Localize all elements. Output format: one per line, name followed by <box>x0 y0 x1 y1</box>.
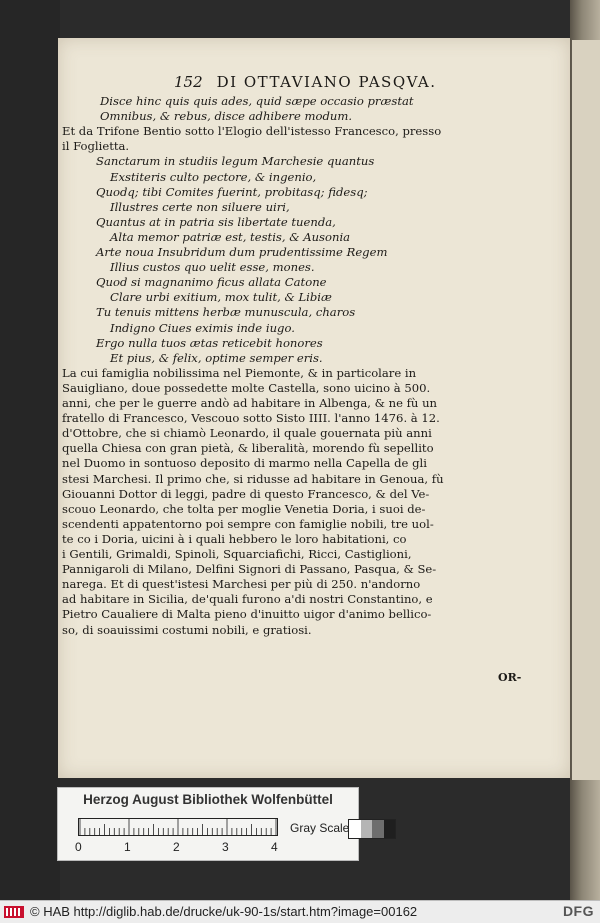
text-line: anni, che per le guerre andò ad habitare in Albenga, & ne fù un <box>62 396 438 410</box>
running-head-title: DI OTTAVIANO PASQVA. <box>216 73 437 91</box>
text-line: te co i Doria, uicini à i quali hebbero le loro habitationi, co <box>62 531 407 546</box>
text-line: quella Chiesa con gran pietà, & liberalità, morendo fù sepellito <box>62 441 434 456</box>
text-line: i Gentili, Grimaldi, Spinoli, Squarciafichi, Ricci, Castiglioni, <box>62 547 412 561</box>
ruler-label: 0 <box>75 840 82 854</box>
scale-card <box>57 787 359 861</box>
text-line: Illustres certe non siluere uiri, <box>110 199 290 214</box>
library-name: Herzog August Bibliothek Wolfenbüttel <box>83 792 333 807</box>
text-line: La cui famiglia nobilissima nel Piemonte, & in particolare in <box>62 365 417 380</box>
ruler <box>78 818 278 836</box>
scan-background-left <box>0 0 60 900</box>
gray-swatch <box>372 820 384 838</box>
running-head <box>174 73 437 91</box>
text-line: stesi Marchesi. Il primo che, si ridusse ad habitare in Genoua, fù <box>62 471 444 486</box>
dfg-logo: DFG <box>562 903 594 919</box>
ruler-labels <box>75 840 278 856</box>
text-line: Pannigaroli di Milano, Delfini Signori di Passano, Pasqua, & Se- <box>62 562 437 577</box>
text-line: Disce hinc quis quis ades, quid sæpe occasio præstat <box>100 94 414 108</box>
text-line: narega. Et di quest'istesi Marchesi per più di 250. n'andorno <box>62 577 421 592</box>
gray-scale-swatches <box>348 819 396 839</box>
ruler-label: 3 <box>222 840 229 854</box>
text-line: Illius custos quo uelit esse, mones. <box>110 260 315 275</box>
text-line: Omnibus, & rebus, disce adhibere modum. <box>100 109 353 124</box>
text-line: scouo Leonardo, che tolta per moglie Venetia Doria, i suoi de- <box>62 501 426 516</box>
adjacent-page <box>572 40 600 780</box>
gray-scale-label: Gray Scale <box>290 821 350 835</box>
ruler-label: 2 <box>173 840 180 854</box>
text-line: Et da Trifone Bentio sotto l'Elogio dell'istesso Francesco, presso <box>62 124 442 139</box>
text-line: Quantus at in patria sis libertate tuenda, <box>96 214 336 229</box>
flag-icon <box>4 906 24 918</box>
ruler-label: 1 <box>124 840 131 854</box>
viewer-footer <box>0 900 600 923</box>
text-line: Quodq; tibi Comites fuerint, probitasq; fidesq; <box>96 184 368 199</box>
text-line: Sanctarum in studiis legum Marchesie quantus <box>96 154 375 169</box>
text-line: Et pius, & felix, optime semper eris. <box>110 350 323 365</box>
text-line: nel Duomo in sontuoso deposito di marmo nella Capella de gli <box>62 456 427 471</box>
text-line: scendenti appatentorno poi sempre con famiglie nobili, tre uol- <box>62 516 434 531</box>
book-page <box>58 38 570 778</box>
page-text <box>58 38 570 778</box>
ruler-ticks <box>78 818 278 836</box>
ruler-label: 4 <box>271 840 278 854</box>
text-line: il Foglietta. <box>62 139 130 154</box>
text-line: ad habitare in Sicilia, de'quali furono a'di nostri Constantino, e <box>62 592 433 607</box>
source-link[interactable]: © HAB http://diglib.hab.de/drucke/uk-90-1s/start.htm?image=00162 <box>30 904 418 919</box>
catchword: OR- <box>498 671 522 684</box>
text-line: Ergo nulla tuos ætas reticebit honores <box>96 335 323 350</box>
text-line: Exstiteris culto pectore, & ingenio, <box>110 169 317 184</box>
text-line: Quod si magnanimo ficus allata Catone <box>96 275 327 290</box>
text-line: Arte noua Insubridum dum prudentissime Regem <box>96 245 388 259</box>
text-line: Giouanni Dottor di leggi, padre di questo Francesco, & del Ve- <box>62 486 430 501</box>
gray-swatch <box>361 820 373 838</box>
text-line: Indigno Ciues eximis inde iugo. <box>110 320 295 335</box>
text-line: Pietro Caualiere di Malta pieno d'inuitto uigor d'animo bellico- <box>62 607 432 622</box>
text-line: fratello di Francesco, Vescouo sotto Sisto IIII. l'anno 1476. à 12. <box>62 411 440 426</box>
page-number: 152 <box>174 73 203 91</box>
gray-swatch <box>384 820 396 838</box>
text-line: Tu tenuis mittens herbæ munuscula, charos <box>96 305 356 320</box>
text-line: so, di soauissimi costumi nobili, e gratiosi. <box>62 622 312 637</box>
gray-swatch <box>349 820 361 838</box>
text-line: Clare urbi exitium, mox tulit, & Libiæ <box>110 290 332 305</box>
text-line: d'Ottobre, che si chiamò Leonardo, il quale gouernata più anni <box>62 426 432 441</box>
text-line: Alta memor patriæ est, testis, & Ausonia <box>110 229 351 244</box>
text-line: Sauigliano, doue possedette molte Castella, sono uicino à 500. <box>62 380 431 395</box>
